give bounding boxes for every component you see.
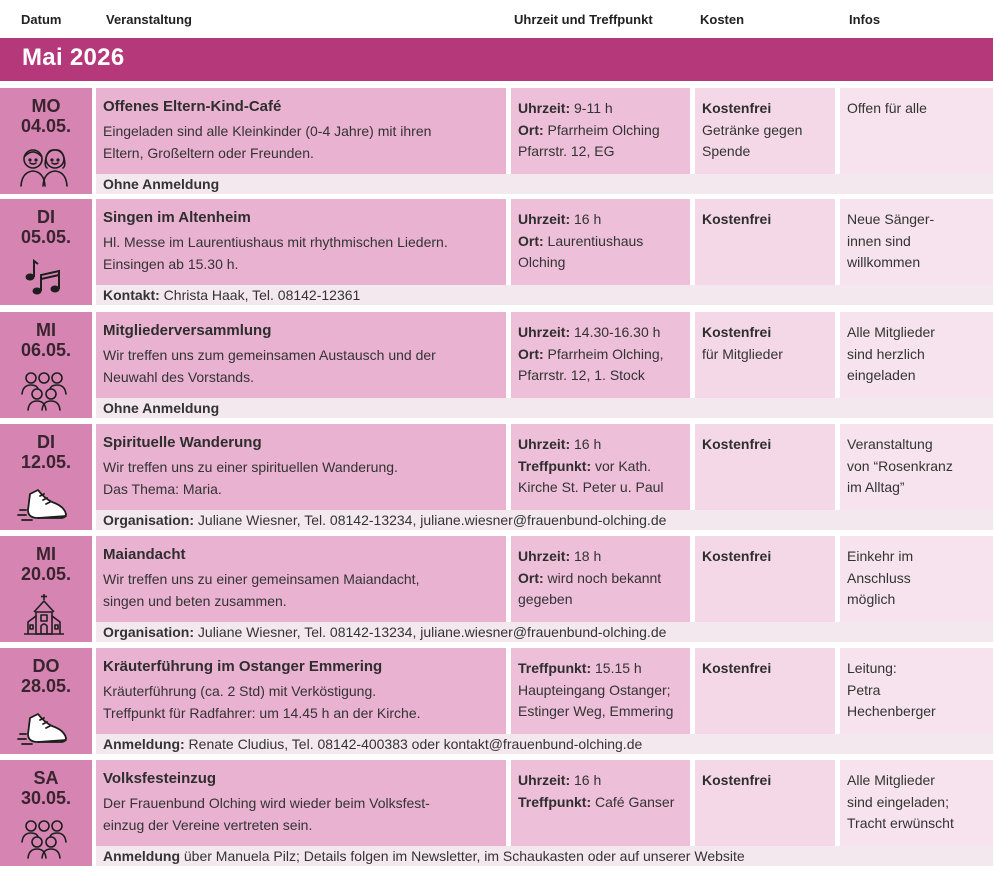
text-value: 14.30-16.30 h — [570, 324, 661, 340]
text-line — [518, 792, 674, 814]
header-uhrzeit: Uhrzeit und Treffpunkt — [514, 12, 653, 27]
time-place-text — [518, 209, 643, 274]
event-footer — [96, 622, 993, 642]
event-row — [0, 88, 994, 194]
weekday: MI — [36, 320, 56, 340]
text-value: Pfarrheim Olching, — [543, 345, 664, 362]
info-text — [847, 322, 935, 387]
time-place-text — [518, 770, 674, 813]
date: 06.05. — [20, 340, 72, 360]
event-title-cell — [96, 648, 506, 734]
text-line — [518, 701, 673, 723]
text-label: Ort: — [518, 569, 544, 586]
text-value: 18 h — [570, 548, 602, 564]
footer-label: Kontakt: — [103, 287, 160, 303]
cost-cell — [695, 760, 835, 846]
event-title: Maiandacht — [103, 546, 186, 563]
text-value: für Mitglieder — [702, 345, 783, 362]
date-label — [0, 768, 92, 808]
event-row — [0, 536, 994, 642]
footer-value: Renate Cludius, Tel. 08142-400383 oder kontakt@frauenbund-olching.de — [184, 736, 643, 752]
footer-value: über Manuela Pilz; Details folgen im Newsletter, im Schaukasten oder auf unserer Website — [180, 848, 745, 864]
footer-label: Anmeldung — [103, 848, 180, 864]
cost-text — [702, 770, 771, 792]
text-value: wird noch bekannt — [543, 569, 662, 586]
footer-text — [103, 848, 745, 865]
event-title: Volksfesteinzug — [103, 770, 217, 787]
text-line — [518, 477, 664, 499]
church-icon — [18, 592, 70, 638]
text-value: 16 h — [570, 436, 602, 452]
info-line: möglich — [847, 591, 896, 607]
footer-text — [103, 736, 642, 753]
description-line: Das Thema: Maria. — [103, 480, 222, 497]
month-title: Mai 2026 — [22, 44, 125, 71]
time-place-text — [518, 98, 660, 163]
info-cell — [840, 424, 993, 510]
footer-text — [103, 400, 219, 417]
event-title: Spirituelle Wanderung — [103, 434, 262, 451]
time-place-cell — [511, 88, 690, 174]
info-cell — [840, 312, 993, 398]
footer-text — [103, 624, 666, 641]
text-line — [518, 231, 643, 253]
event-row — [0, 760, 994, 866]
description-line: Wir treffen uns zum gemeinsamen Austausch und der — [103, 347, 436, 363]
text-line — [518, 98, 660, 120]
description-line: einzug der Vereine vertreten sein. — [103, 816, 313, 833]
text-value: 16 h — [570, 211, 602, 227]
event-row — [0, 648, 994, 754]
cost-text — [702, 434, 771, 456]
date: 05.05. — [20, 227, 72, 247]
text-label: Treffpunkt: — [518, 660, 592, 676]
text-value: Haupteingang Ostanger; — [518, 681, 671, 698]
date-label — [0, 320, 92, 360]
description-line: Neuwahl des Vorstands. — [103, 368, 254, 385]
header-infos: Infos — [849, 12, 881, 27]
event-title: Offenes Eltern-Kind-Café — [103, 98, 282, 115]
info-line: Offen für alle — [847, 100, 927, 116]
info-cell — [840, 199, 993, 285]
text-label: Ort: — [518, 345, 544, 362]
event-footer — [96, 734, 993, 754]
time-place-text — [518, 546, 661, 611]
text-line — [518, 568, 661, 590]
event-title: Kräuterführung im Ostanger Emmering — [103, 658, 383, 675]
text-line — [518, 680, 673, 702]
cost-cell — [695, 536, 835, 622]
event-description — [103, 345, 503, 388]
running-shoe-icon — [18, 480, 70, 526]
info-text — [847, 770, 954, 835]
info-cell — [840, 760, 993, 846]
text-label: Kostenfrei — [702, 660, 772, 676]
text-label: Kostenfrei — [702, 211, 772, 227]
text-line — [702, 344, 783, 366]
info-line: sind herzlich — [847, 345, 925, 362]
cost-cell — [695, 88, 835, 174]
event-title-cell — [96, 760, 506, 846]
event-footer — [96, 846, 993, 866]
text-value: Getränke gegen — [702, 121, 803, 138]
footer-label: Ohne Anmeldung — [103, 176, 220, 192]
date: 12.05. — [20, 452, 72, 472]
text-line — [518, 344, 664, 366]
time-place-text — [518, 434, 664, 499]
cost-cell — [695, 424, 835, 510]
text-line — [518, 252, 643, 274]
time-place-cell — [511, 199, 690, 285]
text-value: Pfarrstr. 12, 1. Stock — [518, 367, 645, 383]
info-line: im Alltag” — [847, 479, 905, 495]
text-value: Spende — [702, 143, 751, 159]
description-line: Der Frauenbund Olching wird wieder beim Volksfest- — [103, 795, 430, 811]
cost-text — [702, 209, 771, 231]
description-line: Einsingen ab 15.30 h. — [103, 255, 239, 272]
text-line — [518, 434, 664, 456]
footer-text — [103, 287, 360, 304]
description-line: Wir treffen uns zu einer spirituellen Wanderung. — [103, 459, 398, 475]
text-label: Treffpunkt: — [518, 793, 592, 810]
event-description — [103, 232, 503, 275]
info-line: von “Rosenkranz — [847, 457, 953, 474]
text-line — [518, 456, 664, 478]
weekday: DI — [37, 432, 55, 452]
group-icon — [18, 368, 70, 414]
date-label — [0, 207, 92, 247]
time-place-cell — [511, 312, 690, 398]
text-line — [702, 770, 771, 792]
footer-text — [103, 176, 219, 193]
cost-text — [702, 322, 783, 365]
info-line: Einkehr im — [847, 548, 914, 564]
cost-text — [702, 658, 771, 680]
time-place-text — [518, 322, 664, 387]
date: 04.05. — [20, 116, 72, 136]
text-label: Ort: — [518, 121, 544, 138]
event-row — [0, 199, 994, 305]
info-text — [847, 209, 934, 274]
event-footer — [96, 510, 993, 530]
date-cell — [0, 648, 92, 754]
text-label: Uhrzeit: — [518, 100, 571, 116]
date: 28.05. — [20, 676, 72, 696]
date: 20.05. — [20, 564, 72, 584]
event-title-cell — [96, 424, 506, 510]
info-text — [847, 434, 953, 499]
text-label: Uhrzeit: — [518, 548, 571, 564]
header-kosten: Kosten — [700, 12, 745, 27]
cost-text — [702, 98, 802, 163]
info-line: Neue Sänger- — [847, 211, 935, 227]
cost-text — [702, 546, 771, 568]
date-label — [0, 96, 92, 136]
footer-label: Organisation: — [103, 624, 195, 640]
info-line: Tracht erwünscht — [847, 815, 954, 831]
event-row — [0, 424, 994, 530]
text-value: Café Ganser — [591, 793, 675, 810]
text-label: Kostenfrei — [702, 436, 772, 452]
description-line: Treffpunkt für Radfahrer: um 14.45 h an der Kirche. — [103, 704, 421, 721]
text-value: Pfarrheim Olching — [543, 121, 660, 138]
text-label: Ort: — [518, 232, 544, 249]
text-value: 9-11 h — [570, 100, 613, 116]
text-line — [702, 209, 771, 231]
footer-value: Juliane Wiesner, Tel. 08142-13234, juliane.wiesner@frauenbund-olching.de — [194, 624, 667, 640]
weekday: SA — [33, 768, 59, 788]
text-line — [518, 322, 664, 344]
description-line: Eltern, Großeltern oder Freunden. — [103, 144, 314, 161]
info-cell — [840, 536, 993, 622]
event-title: Mitgliederversammlung — [103, 322, 272, 339]
weekday: DI — [37, 207, 55, 227]
event-title-cell — [96, 88, 506, 174]
text-line — [518, 546, 661, 568]
cost-cell — [695, 199, 835, 285]
text-line — [702, 322, 783, 344]
text-label: Kostenfrei — [702, 324, 772, 340]
info-line: Alle Mitglieder — [847, 324, 935, 340]
event-title: Singen im Altenheim — [103, 209, 251, 226]
text-label: Treffpunkt: — [518, 457, 592, 474]
month-banner — [0, 38, 993, 81]
header-veranstaltung: Veranstaltung — [106, 12, 192, 27]
text-line — [702, 658, 771, 680]
text-line — [518, 120, 660, 142]
text-label: Kostenfrei — [702, 548, 772, 564]
description-line: Hl. Messe im Laurentiushaus mit rhythmischen Liedern. — [103, 234, 448, 250]
text-value: gegeben — [518, 591, 573, 607]
text-value: 15.15 h — [591, 660, 642, 676]
header-datum: Datum — [21, 12, 62, 27]
date-label — [0, 656, 92, 696]
info-line: Hechenberger — [847, 703, 936, 719]
weekday: MO — [31, 96, 61, 116]
footer-value: Christa Haak, Tel. 08142-12361 — [159, 287, 361, 303]
text-line — [702, 98, 802, 120]
text-line — [518, 658, 673, 680]
date: 30.05. — [20, 788, 72, 808]
info-line: Leitung: — [847, 660, 897, 676]
description-line: singen und beten zusammen. — [103, 592, 287, 609]
text-line — [518, 589, 661, 611]
cost-cell — [695, 312, 835, 398]
footer-label: Ohne Anmeldung — [103, 400, 220, 416]
children-icon — [18, 144, 70, 190]
music-notes-icon — [18, 255, 70, 301]
date-cell — [0, 536, 92, 642]
event-row — [0, 312, 994, 418]
info-line: Veranstaltung — [847, 436, 933, 452]
description-line: Eingeladen sind alle Kleinkinder (0-4 Jahre) mit ihren — [103, 123, 432, 139]
description-line: Kräuterführung (ca. 2 Std) mit Verköstigung. — [103, 683, 377, 699]
text-line — [518, 141, 660, 163]
event-footer — [96, 398, 993, 418]
text-value: Laurentiushaus — [543, 232, 644, 249]
text-value: 16 h — [570, 772, 602, 788]
text-value: Pfarrstr. 12, EG — [518, 143, 615, 159]
event-description — [103, 681, 503, 724]
text-label: Uhrzeit: — [518, 436, 571, 452]
text-label: Kostenfrei — [702, 772, 772, 788]
footer-text — [103, 512, 666, 529]
date-label — [0, 544, 92, 584]
footer-label: Organisation: — [103, 512, 195, 528]
time-place-cell — [511, 424, 690, 510]
info-cell — [840, 88, 993, 174]
event-description — [103, 569, 503, 612]
time-place-text — [518, 658, 673, 723]
text-label: Uhrzeit: — [518, 324, 571, 340]
time-place-cell — [511, 760, 690, 846]
footer-label: Anmeldung: — [103, 736, 185, 752]
text-value: Kirche St. Peter u. Paul — [518, 479, 664, 495]
event-title-cell — [96, 312, 506, 398]
date-cell — [0, 760, 92, 866]
date-cell — [0, 199, 92, 305]
text-label: Uhrzeit: — [518, 211, 571, 227]
date-label — [0, 432, 92, 472]
text-line — [518, 209, 643, 231]
group-icon — [18, 816, 70, 862]
text-value: Estinger Weg, Emmering — [518, 703, 674, 719]
text-line — [518, 770, 674, 792]
weekday: MI — [36, 544, 56, 564]
info-line: Petra — [847, 681, 881, 698]
info-text — [847, 658, 936, 723]
time-place-cell — [511, 648, 690, 734]
text-line — [702, 120, 802, 142]
info-text — [847, 546, 913, 611]
info-line: sind eingeladen; — [847, 793, 949, 810]
info-line: willkommen — [847, 254, 921, 270]
time-place-cell — [511, 536, 690, 622]
info-line: Alle Mitglieder — [847, 772, 935, 788]
text-value: Olching — [518, 254, 566, 270]
event-description — [103, 457, 503, 500]
info-line: eingeladen — [847, 367, 916, 383]
info-cell — [840, 648, 993, 734]
text-line — [702, 546, 771, 568]
event-description — [103, 121, 503, 164]
footer-value: Juliane Wiesner, Tel. 08142-13234, juliane.wiesner@frauenbund-olching.de — [194, 512, 667, 528]
event-footer — [96, 174, 993, 194]
running-shoe-icon — [18, 704, 70, 750]
date-cell — [0, 312, 92, 418]
description-line: Wir treffen uns zu einer gemeinsamen Maiandacht, — [103, 571, 420, 587]
info-line: innen sind — [847, 232, 911, 249]
event-title-cell — [96, 199, 506, 285]
text-label: Uhrzeit: — [518, 772, 571, 788]
text-value: vor Kath. — [591, 457, 652, 474]
cost-cell — [695, 648, 835, 734]
text-label: Kostenfrei — [702, 100, 772, 116]
info-line: Anschluss — [847, 569, 911, 586]
date-cell — [0, 424, 92, 530]
event-footer — [96, 285, 993, 305]
event-title-cell — [96, 536, 506, 622]
text-line — [702, 434, 771, 456]
text-line — [518, 365, 664, 387]
weekday: DO — [32, 656, 60, 676]
info-text — [847, 98, 927, 120]
event-description — [103, 793, 503, 836]
date-cell — [0, 88, 92, 194]
text-line — [702, 141, 802, 163]
